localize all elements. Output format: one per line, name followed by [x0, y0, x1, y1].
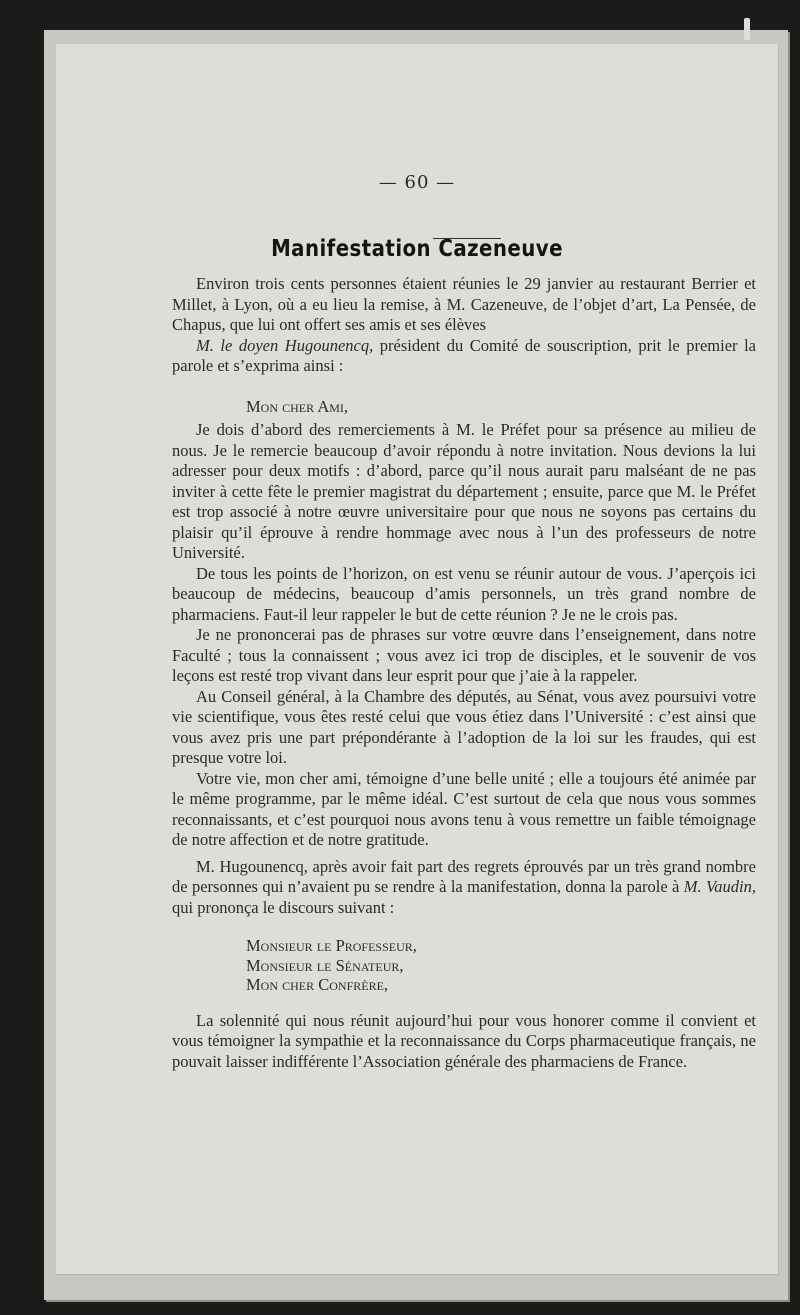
title-divider	[433, 238, 501, 239]
page-corner-mark	[744, 18, 750, 40]
speech2-paragraph: La solennité qui nous réunit aujourd’hui pour vous honorer comme il convient et vous témoigner la sympathie et la reconnaissance du Corps pharmaceutique français, ne pouvait laisser indifférente l’Association générale des pharmaciens de France.	[172, 1010, 756, 1071]
narration-speaker: M. Vaudin,	[683, 877, 756, 896]
narration-paragraph	[172, 857, 756, 919]
speech1-body	[172, 420, 756, 851]
speaker-name: M. le doyen Hugounencq,	[196, 335, 374, 355]
speech1-salutation: Mon cher Ami,	[246, 396, 349, 416]
intro-speaker-rest: président du Comité de souscription, prit le premier la parole et s’exprima ainsi :	[172, 335, 756, 375]
body-text	[172, 274, 756, 1072]
speech1-paragraph: Votre vie, mon cher ami, témoigne d’une belle unité ; elle a toujours été animée par le même programme, par le même idéal. C’est surtout de cela que nous vous sommes reconnaissants, et c’est pourquoi nous avons tenu à vous remettre un faible témoignage de notre affection et de notre gratitude.	[172, 768, 756, 849]
speech1-paragraph: Au Conseil général, à la Chambre des députés, au Sénat, vous avez poursuivi votre vie scientifique, vous êtes resté celui que vous étiez dans l’Université : c’est ainsi que vous avez pris une part prépondérante à l’adoption de la loi sur les fraudes, qui est presque votre loi.	[172, 686, 756, 767]
address-line: Mon cher Confrère,	[246, 975, 389, 994]
speech1-paragraph: De tous les points de l’horizon, on est venu se réunir autour de vous. J’aperçois ici beaucoup de médecins, beaucoup d’amis personnels, un très grand nombre de pharmaciens. Faut-il leur rappeler le but de cette réunion ? Je ne le crois pas.	[172, 563, 756, 624]
speech2-address-block	[246, 936, 756, 995]
narration-before: M. Hugounencq, après avoir fait part des regrets éprouvés par un très grand nombre de personnes qui n’avaient pu se rendre à la manifestation, donna la parole à	[172, 856, 756, 896]
address-line: Monsieur le Professeur,	[246, 936, 417, 955]
speech1-paragraph: Je ne prononcerai pas de phrases sur votre œuvre dans l’enseignement, dans notre Faculté ; tous la connaissent ; vous avez ici trop de disciples, et le souvenir de vos leçons est resté trop vivant dans leur esprit pour que j’aie à la rappeler.	[172, 625, 756, 685]
speech1-paragraph: Je dois d’abord des remerciements à M. le Préfet pour sa présence au milieu de nous. Je le remercie beaucoup d’avoir répondu à notre invitation. Nous devions la lui adresser pour deux motifs : d’abord, parce qu’il nous aurait paru malséant de ne pas inviter à cette fête le premier magistrat du département ; ensuite, parce que M. le Préfet est trop associé à notre œuvre universitaire pour que nous ne soyons pas certains du plaisir qu’il éprouve à rendre hommage avec nous à l’un des professeurs de notre Université.	[172, 420, 756, 562]
narration-after: qui prononça le discours suivant :	[172, 897, 395, 917]
page-title: Manifestation Cazeneuve	[271, 236, 563, 262]
page-number: — 60 —	[378, 172, 456, 193]
document-page	[56, 44, 779, 1275]
address-line: Monsieur le Sénateur,	[246, 955, 404, 975]
intro-paragraph: Environ trois cents personnes étaient réunies le 29 janvier au restaurant Berrier et Millet, à Lyon, où a eu lieu la remise, à M. Cazeneuve, de l’objet d’art, La Pensée, de Chapus, que lui ont offert ses amis et ses élèves	[172, 274, 756, 334]
intro-speaker-paragraph	[172, 336, 756, 377]
